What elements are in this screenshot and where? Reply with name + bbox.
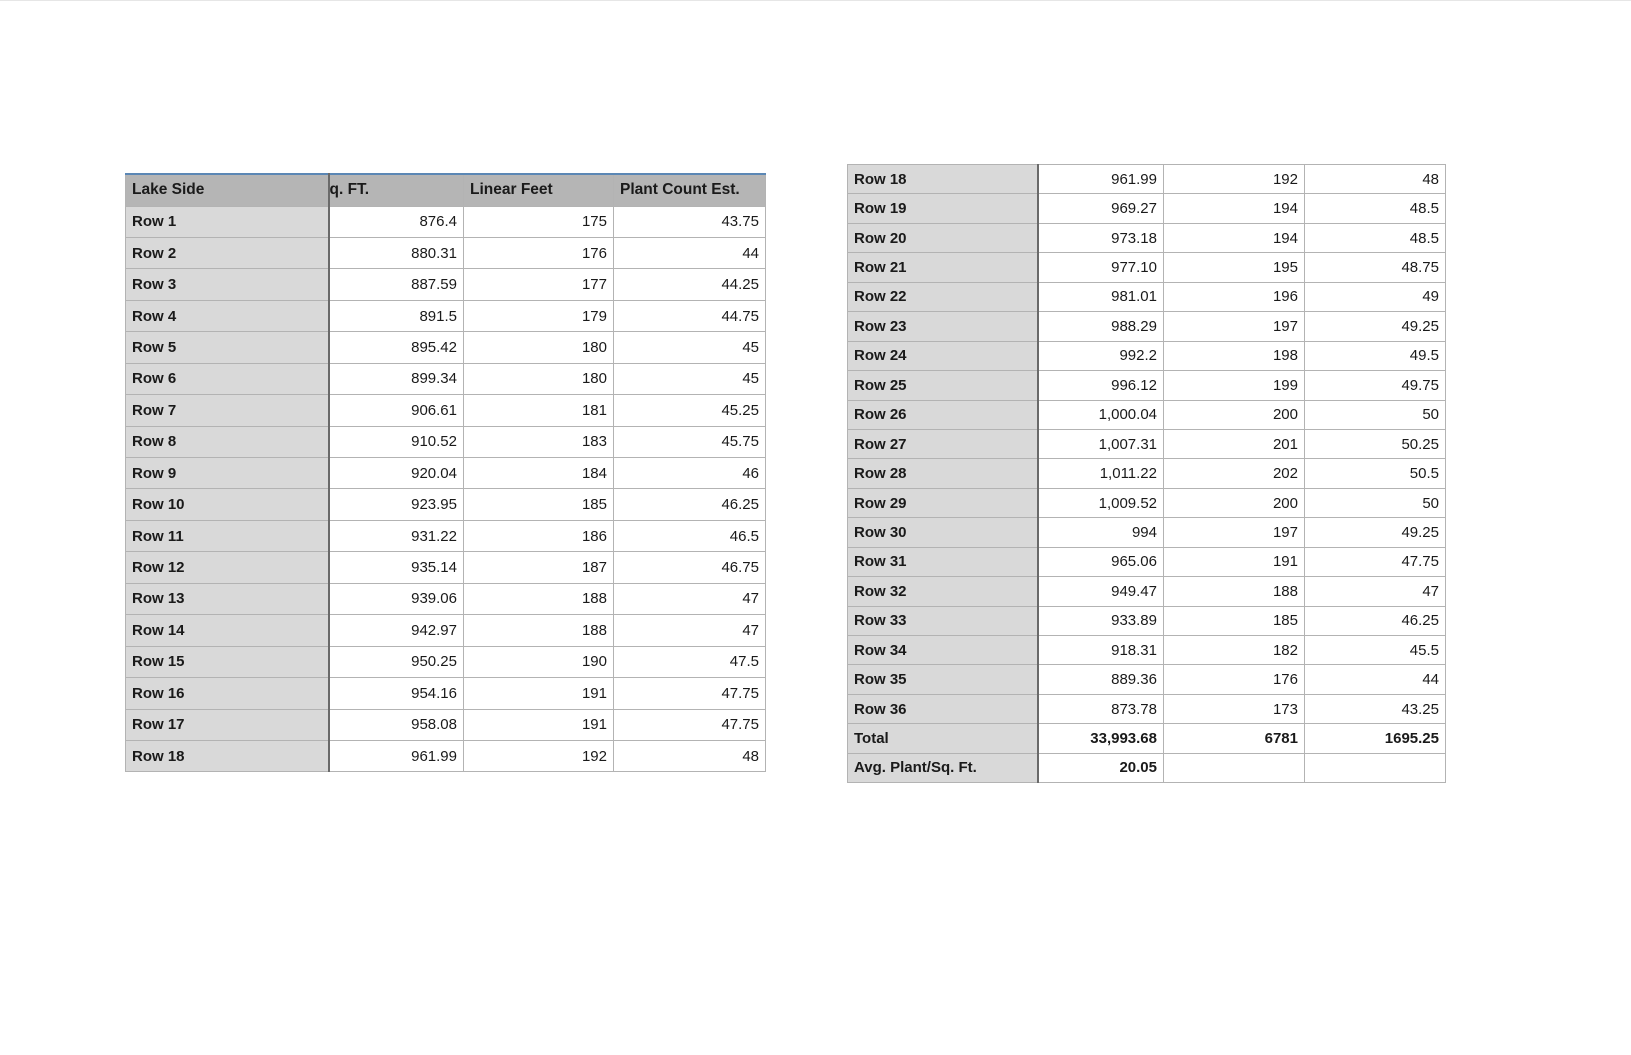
table-row bbox=[126, 583, 766, 614]
linear-feet-cell[interactable] bbox=[1164, 753, 1305, 782]
sq-ft-cell[interactable]: 977.10 bbox=[1038, 253, 1164, 282]
linear-feet-cell[interactable]: 200 bbox=[1164, 400, 1305, 429]
linear-feet-cell[interactable]: 181 bbox=[464, 395, 614, 426]
sq-ft-cell[interactable]: 880.31 bbox=[329, 237, 464, 268]
plant-count-cell[interactable]: 47.5 bbox=[614, 646, 766, 677]
sq-ft-cell[interactable]: 906.61 bbox=[329, 395, 464, 426]
table-row bbox=[126, 332, 766, 363]
linear-feet-cell[interactable]: 196 bbox=[1164, 282, 1305, 311]
table-row bbox=[848, 488, 1446, 517]
plant-count-cell[interactable]: 50 bbox=[1305, 488, 1446, 517]
linear-feet-cell[interactable]: 188 bbox=[1164, 577, 1305, 606]
row-label-cell[interactable]: Row 2 bbox=[126, 237, 329, 268]
sq-ft-cell[interactable]: 961.99 bbox=[1038, 165, 1164, 194]
sq-ft-cell[interactable]: 969.27 bbox=[1038, 194, 1164, 223]
table-row bbox=[126, 206, 766, 237]
sq-ft-cell[interactable]: 1,011.22 bbox=[1038, 459, 1164, 488]
linear-feet-cell[interactable]: 198 bbox=[1164, 341, 1305, 370]
header-lake-side[interactable]: Lake Side bbox=[126, 174, 329, 206]
table-row bbox=[848, 547, 1446, 576]
linear-feet-cell[interactable]: 183 bbox=[464, 426, 614, 457]
plant-count-cell[interactable]: 47.75 bbox=[614, 709, 766, 740]
plant-count-cell[interactable]: 49.75 bbox=[1305, 371, 1446, 400]
row-label-cell[interactable]: Row 25 bbox=[848, 371, 1038, 400]
row-label-cell[interactable]: Row 19 bbox=[848, 194, 1038, 223]
plant-count-cell[interactable]: 45.75 bbox=[614, 426, 766, 457]
row-label-cell[interactable]: Row 21 bbox=[848, 253, 1038, 282]
row-label-cell[interactable]: Row 22 bbox=[848, 282, 1038, 311]
linear-feet-cell[interactable]: 173 bbox=[1164, 694, 1305, 723]
table-row bbox=[848, 223, 1446, 252]
table-row bbox=[848, 636, 1446, 665]
plant-count-cell[interactable]: 49.25 bbox=[1305, 312, 1446, 341]
row-label-cell[interactable]: Row 24 bbox=[848, 341, 1038, 370]
table-row bbox=[126, 269, 766, 300]
sq-ft-cell[interactable]: 918.31 bbox=[1038, 636, 1164, 665]
row-label-cell[interactable]: Row 17 bbox=[126, 709, 329, 740]
table-row bbox=[126, 615, 766, 646]
linear-feet-cell[interactable]: 176 bbox=[464, 237, 614, 268]
plant-count-cell[interactable]: 48.75 bbox=[1305, 253, 1446, 282]
sq-ft-cell[interactable]: 981.01 bbox=[1038, 282, 1164, 311]
header-sq-ft[interactable]: q. FT. bbox=[329, 174, 464, 206]
linear-feet-cell[interactable]: 180 bbox=[464, 332, 614, 363]
table-row bbox=[126, 300, 766, 331]
left-table-body bbox=[126, 174, 766, 772]
linear-feet-cell[interactable]: 191 bbox=[464, 709, 614, 740]
row-label-cell[interactable]: Row 1 bbox=[126, 206, 329, 237]
sq-ft-cell[interactable]: 1,009.52 bbox=[1038, 488, 1164, 517]
table-row bbox=[848, 606, 1446, 635]
linear-feet-cell[interactable]: 187 bbox=[464, 552, 614, 583]
row-label-cell[interactable]: Row 6 bbox=[126, 363, 329, 394]
average-row bbox=[848, 753, 1446, 782]
plant-count-cell[interactable]: 46.75 bbox=[614, 552, 766, 583]
sq-ft-cell[interactable]: 33,993.68 bbox=[1038, 724, 1164, 753]
plant-count-cell[interactable]: 44.75 bbox=[614, 300, 766, 331]
linear-feet-cell[interactable]: 177 bbox=[464, 269, 614, 300]
linear-feet-cell[interactable]: 188 bbox=[464, 615, 614, 646]
row-label-cell[interactable]: Row 18 bbox=[126, 740, 329, 771]
row-label-cell[interactable]: Row 14 bbox=[126, 615, 329, 646]
plant-count-cell[interactable] bbox=[1305, 753, 1446, 782]
sq-ft-cell[interactable]: 889.36 bbox=[1038, 665, 1164, 694]
sq-ft-cell[interactable]: 1,007.31 bbox=[1038, 429, 1164, 458]
sq-ft-cell[interactable]: 992.2 bbox=[1038, 341, 1164, 370]
row-label-cell[interactable]: Row 31 bbox=[848, 547, 1038, 576]
plant-count-cell[interactable]: 47.75 bbox=[1305, 547, 1446, 576]
linear-feet-cell[interactable]: 185 bbox=[464, 489, 614, 520]
sq-ft-cell[interactable]: 931.22 bbox=[329, 520, 464, 551]
row-label-cell[interactable]: Row 35 bbox=[848, 665, 1038, 694]
plant-count-cell[interactable]: 46.25 bbox=[614, 489, 766, 520]
plant-count-cell[interactable]: 47 bbox=[1305, 577, 1446, 606]
plant-count-cell[interactable]: 50.25 bbox=[1305, 429, 1446, 458]
linear-feet-cell[interactable]: 199 bbox=[1164, 371, 1305, 400]
table-row bbox=[126, 709, 766, 740]
row-label-cell[interactable]: Row 7 bbox=[126, 395, 329, 426]
row-label-cell[interactable]: Row 23 bbox=[848, 312, 1038, 341]
plant-count-cell[interactable]: 47.75 bbox=[614, 678, 766, 709]
row-label-cell[interactable]: Row 29 bbox=[848, 488, 1038, 517]
sq-ft-cell[interactable]: 973.18 bbox=[1038, 223, 1164, 252]
table-row bbox=[848, 400, 1446, 429]
table-row bbox=[126, 237, 766, 268]
table-row bbox=[126, 678, 766, 709]
header-row bbox=[126, 174, 766, 206]
table-row bbox=[848, 694, 1446, 723]
plant-count-cell[interactable]: 44 bbox=[1305, 665, 1446, 694]
table-row bbox=[126, 552, 766, 583]
sq-ft-cell[interactable]: 1,000.04 bbox=[1038, 400, 1164, 429]
linear-feet-cell[interactable]: 191 bbox=[464, 678, 614, 709]
linear-feet-cell[interactable]: 182 bbox=[1164, 636, 1305, 665]
table-row bbox=[126, 395, 766, 426]
row-label-cell[interactable]: Row 3 bbox=[126, 269, 329, 300]
row-label-cell[interactable]: Row 13 bbox=[126, 583, 329, 614]
sq-ft-cell[interactable]: 958.08 bbox=[329, 709, 464, 740]
linear-feet-cell[interactable]: 192 bbox=[464, 740, 614, 771]
sq-ft-cell[interactable]: 873.78 bbox=[1038, 694, 1164, 723]
row-label-cell[interactable]: Row 28 bbox=[848, 459, 1038, 488]
row-label-cell[interactable]: Total bbox=[848, 724, 1038, 753]
linear-feet-cell[interactable]: 197 bbox=[1164, 518, 1305, 547]
sq-ft-cell[interactable]: 935.14 bbox=[329, 552, 464, 583]
plant-count-cell[interactable]: 47 bbox=[614, 583, 766, 614]
table-row bbox=[126, 646, 766, 677]
table-row bbox=[848, 459, 1446, 488]
right-table-body bbox=[848, 165, 1446, 783]
plant-count-cell[interactable]: 44 bbox=[614, 237, 766, 268]
table-row bbox=[126, 363, 766, 394]
top-divider bbox=[0, 0, 1631, 1]
plant-count-cell[interactable]: 1695.25 bbox=[1305, 724, 1446, 753]
sq-ft-cell[interactable]: 920.04 bbox=[329, 458, 464, 489]
row-label-cell[interactable]: Row 11 bbox=[126, 520, 329, 551]
sq-ft-cell[interactable]: 891.5 bbox=[329, 300, 464, 331]
linear-feet-cell[interactable]: 176 bbox=[1164, 665, 1305, 694]
table-row bbox=[126, 489, 766, 520]
plant-count-cell[interactable]: 46 bbox=[614, 458, 766, 489]
header-plant-count-est[interactable]: Plant Count Est. bbox=[614, 174, 766, 206]
linear-feet-cell[interactable]: 202 bbox=[1164, 459, 1305, 488]
row-label-cell[interactable]: Row 16 bbox=[126, 678, 329, 709]
table-row bbox=[848, 165, 1446, 194]
sq-ft-cell[interactable]: 961.99 bbox=[329, 740, 464, 771]
table-row bbox=[848, 577, 1446, 606]
plant-count-cell[interactable]: 50.5 bbox=[1305, 459, 1446, 488]
sq-ft-cell[interactable]: 988.29 bbox=[1038, 312, 1164, 341]
linear-feet-cell[interactable]: 192 bbox=[1164, 165, 1305, 194]
linear-feet-cell[interactable]: 195 bbox=[1164, 253, 1305, 282]
linear-feet-cell[interactable]: 188 bbox=[464, 583, 614, 614]
plant-count-cell[interactable]: 47 bbox=[614, 615, 766, 646]
table-row bbox=[848, 429, 1446, 458]
plant-count-cell[interactable]: 49.25 bbox=[1305, 518, 1446, 547]
plant-count-cell[interactable]: 48 bbox=[1305, 165, 1446, 194]
sq-ft-cell[interactable]: 899.34 bbox=[329, 363, 464, 394]
table-row bbox=[848, 665, 1446, 694]
sq-ft-cell[interactable]: 933.89 bbox=[1038, 606, 1164, 635]
plant-count-cell[interactable]: 48.5 bbox=[1305, 194, 1446, 223]
plant-count-cell[interactable]: 48.5 bbox=[1305, 223, 1446, 252]
row-label-cell[interactable]: Row 33 bbox=[848, 606, 1038, 635]
plant-count-cell[interactable]: 49 bbox=[1305, 282, 1446, 311]
plant-count-cell[interactable]: 43.25 bbox=[1305, 694, 1446, 723]
linear-feet-cell[interactable]: 201 bbox=[1164, 429, 1305, 458]
row-label-cell[interactable]: Row 26 bbox=[848, 400, 1038, 429]
plant-count-cell[interactable]: 45.5 bbox=[1305, 636, 1446, 665]
header-linear-feet[interactable]: Linear Feet bbox=[464, 174, 614, 206]
table-row bbox=[848, 371, 1446, 400]
row-label-cell[interactable]: Row 30 bbox=[848, 518, 1038, 547]
table-row bbox=[126, 740, 766, 771]
sq-ft-cell[interactable]: 996.12 bbox=[1038, 371, 1164, 400]
linear-feet-cell[interactable]: 190 bbox=[464, 646, 614, 677]
row-label-cell[interactable]: Row 20 bbox=[848, 223, 1038, 252]
lake-side-table-right bbox=[847, 164, 1446, 783]
linear-feet-cell[interactable]: 184 bbox=[464, 458, 614, 489]
row-label-cell[interactable]: Row 9 bbox=[126, 458, 329, 489]
sq-ft-cell[interactable]: 876.4 bbox=[329, 206, 464, 237]
linear-feet-cell[interactable]: 185 bbox=[1164, 606, 1305, 635]
row-label-cell[interactable]: Row 27 bbox=[848, 429, 1038, 458]
table-row bbox=[848, 518, 1446, 547]
row-label-cell[interactable]: Row 8 bbox=[126, 426, 329, 457]
linear-feet-cell[interactable]: 194 bbox=[1164, 223, 1305, 252]
sq-ft-cell[interactable]: 965.06 bbox=[1038, 547, 1164, 576]
plant-count-cell[interactable]: 45 bbox=[614, 363, 766, 394]
sq-ft-cell[interactable]: 939.06 bbox=[329, 583, 464, 614]
table-row bbox=[848, 253, 1446, 282]
total-row bbox=[848, 724, 1446, 753]
row-label-cell[interactable]: Row 36 bbox=[848, 694, 1038, 723]
table-row bbox=[848, 282, 1446, 311]
sq-ft-cell[interactable]: 895.42 bbox=[329, 332, 464, 363]
linear-feet-cell[interactable]: 180 bbox=[464, 363, 614, 394]
row-label-cell[interactable]: Row 12 bbox=[126, 552, 329, 583]
plant-count-cell[interactable]: 44.25 bbox=[614, 269, 766, 300]
row-label-cell[interactable]: Row 18 bbox=[848, 165, 1038, 194]
table-row bbox=[126, 426, 766, 457]
sq-ft-cell[interactable]: 954.16 bbox=[329, 678, 464, 709]
table-row bbox=[848, 194, 1446, 223]
row-label-cell[interactable]: Row 5 bbox=[126, 332, 329, 363]
plant-count-cell[interactable]: 43.75 bbox=[614, 206, 766, 237]
linear-feet-cell[interactable]: 191 bbox=[1164, 547, 1305, 576]
sq-ft-cell[interactable]: 994 bbox=[1038, 518, 1164, 547]
sq-ft-cell[interactable]: 923.95 bbox=[329, 489, 464, 520]
table-row bbox=[126, 458, 766, 489]
plant-count-cell[interactable]: 48 bbox=[614, 740, 766, 771]
linear-feet-cell[interactable]: 197 bbox=[1164, 312, 1305, 341]
linear-feet-cell[interactable]: 175 bbox=[464, 206, 614, 237]
plant-count-cell[interactable]: 50 bbox=[1305, 400, 1446, 429]
sq-ft-cell[interactable]: 942.97 bbox=[329, 615, 464, 646]
linear-feet-cell[interactable]: 6781 bbox=[1164, 724, 1305, 753]
lake-side-table-left bbox=[125, 173, 766, 772]
sq-ft-cell[interactable]: 910.52 bbox=[329, 426, 464, 457]
row-label-cell[interactable]: Row 10 bbox=[126, 489, 329, 520]
row-label-cell[interactable]: Row 4 bbox=[126, 300, 329, 331]
row-label-cell[interactable]: Avg. Plant/Sq. Ft. bbox=[848, 753, 1038, 782]
table-row bbox=[126, 520, 766, 551]
sq-ft-cell[interactable]: 20.05 bbox=[1038, 753, 1164, 782]
linear-feet-cell[interactable]: 194 bbox=[1164, 194, 1305, 223]
row-label-cell[interactable]: Row 34 bbox=[848, 636, 1038, 665]
table-row bbox=[848, 312, 1446, 341]
plant-count-cell[interactable]: 45 bbox=[614, 332, 766, 363]
linear-feet-cell[interactable]: 200 bbox=[1164, 488, 1305, 517]
linear-feet-cell[interactable]: 186 bbox=[464, 520, 614, 551]
row-label-cell[interactable]: Row 15 bbox=[126, 646, 329, 677]
plant-count-cell[interactable]: 49.5 bbox=[1305, 341, 1446, 370]
plant-count-cell[interactable]: 46.25 bbox=[1305, 606, 1446, 635]
table-row bbox=[848, 341, 1446, 370]
linear-feet-cell[interactable]: 179 bbox=[464, 300, 614, 331]
plant-count-cell[interactable]: 46.5 bbox=[614, 520, 766, 551]
sq-ft-cell[interactable]: 887.59 bbox=[329, 269, 464, 300]
sq-ft-cell[interactable]: 950.25 bbox=[329, 646, 464, 677]
row-label-cell[interactable]: Row 32 bbox=[848, 577, 1038, 606]
plant-count-cell[interactable]: 45.25 bbox=[614, 395, 766, 426]
sq-ft-cell[interactable]: 949.47 bbox=[1038, 577, 1164, 606]
